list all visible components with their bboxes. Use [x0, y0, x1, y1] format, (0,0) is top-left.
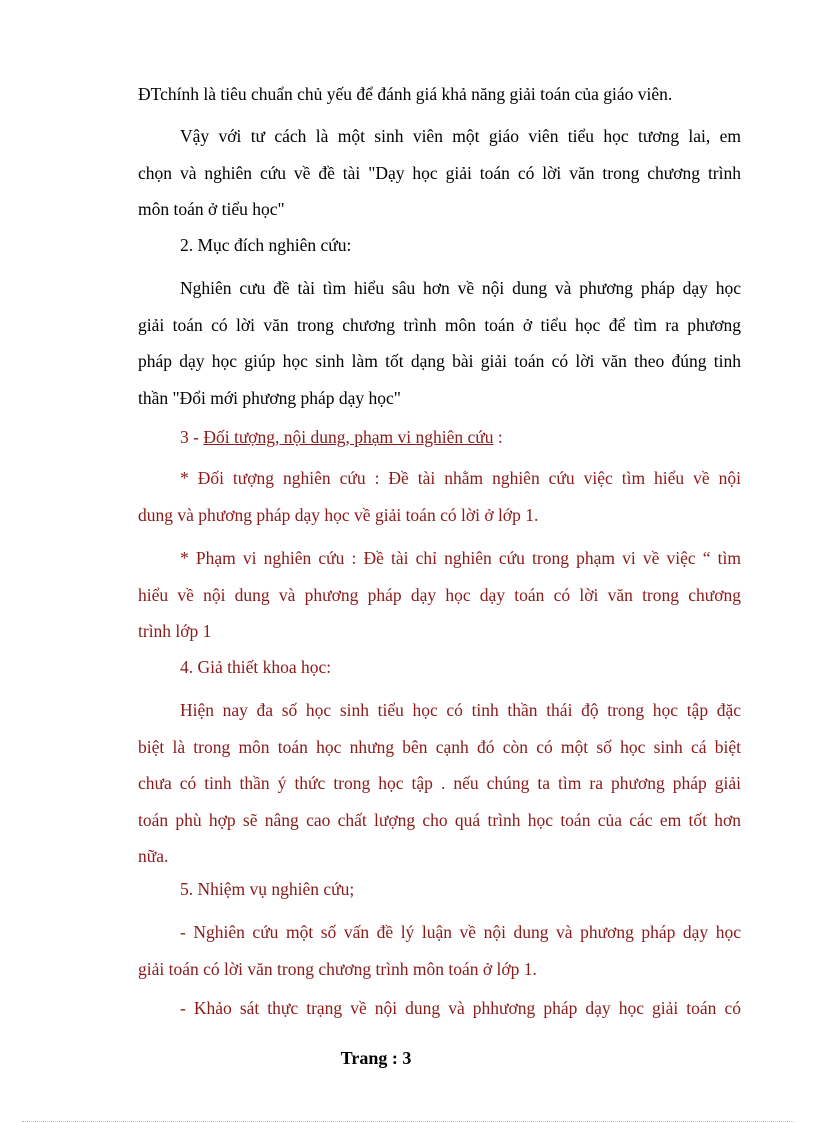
text-line: nữa. [138, 846, 169, 866]
text-line: môn toán ở tiểu học" [138, 199, 285, 219]
paragraph-hypothesis [138, 692, 741, 875]
heading-research-tasks: 5. Nhiệm vụ nghiên cứu; [180, 879, 355, 899]
paragraph-topic-choice [138, 118, 741, 228]
paragraph-task-theory [138, 914, 741, 987]
text-line: Nghiên cưu đề tài tìm hiểu sâu hơn về nội dung và phương pháp dạy học [180, 278, 741, 298]
text-line: * Phạm vi nghiên cứu : Đề tài chỉ nghiên cứu trong phạm vi về việc “ tìm [180, 548, 741, 568]
heading-prefix: 3 - [180, 427, 204, 447]
text-line: * Đối tượng nghiên cứu : Đề tài nhằm nghiên cứu việc tìm hiểu về nội [180, 468, 741, 488]
text-line: hiểu về nội dung và phương pháp dạy học dạy toán có lời văn trong chương [138, 584, 741, 605]
text-line: chọn và nghiên cứu về đề tài "Dạy học giải toán có lời văn trong chương trình [138, 162, 741, 183]
heading-research-scope [180, 422, 503, 452]
heading-hypothesis: 4. Giả thiết khoa học: [180, 657, 332, 677]
paragraph-research-range [138, 540, 741, 650]
heading-underlined-text: Đối tượng, nội dung, phạm vi nghiên cứu [203, 427, 494, 447]
text-line: Hiện nay đa số học sinh tiểu học có tinh thần thái độ trong học tập đặc [180, 700, 741, 720]
heading-research-purpose: 2. Mục đích nghiên cứu: [180, 235, 352, 255]
text-line: biệt là trong môn toán học nhưng bên cạnh đó còn có một số học sinh cá biệt [138, 736, 741, 757]
text-line: thần "Đổi mới phương pháp dạy học" [138, 387, 401, 408]
text-line: toán phù hợp sẽ nâng cao chất lượng cho quá trình học toán của các em tốt hơn [138, 809, 741, 830]
text-line: Vậy với tư cách là một sinh viên một giáo viên tiểu học tương lai, em [180, 126, 741, 146]
page-number-footer: Trang : 3 [340, 1048, 412, 1068]
paragraph-research-purpose [138, 270, 741, 416]
text-line: giải toán có lời văn trong chương trình môn toán ở tiểu học để tìm ra phương [138, 314, 741, 335]
text-line: pháp dạy học giúp học sinh làm tốt dạng bài giải toán có lời văn theo đúng tinh [138, 351, 741, 371]
text-line: chưa có tinh thần ý thức trong học tập . nếu chúng ta tìm ra phương pháp giải [138, 773, 741, 793]
page-bottom-divider [22, 1121, 794, 1122]
text-line: trình lớp 1 [138, 621, 212, 641]
paragraph-intro-end [138, 76, 741, 113]
paragraph-research-object [138, 460, 741, 533]
paragraph-task-survey [138, 990, 741, 1027]
heading-suffix: : [493, 427, 503, 447]
text-line: ĐTchính là tiêu chuẩn chủ yếu để đánh giá khả năng giải toán của giáo viên. [138, 84, 673, 104]
text-line: giải toán có lời văn trong chương trình môn toán ở lớp 1. [138, 958, 537, 979]
text-line: - Nghiên cứu một số vấn đề lý luận về nội dung và phương pháp dạy học [180, 922, 741, 942]
text-line: dung và phương pháp dạy học về giải toán có lời ở lớp 1. [138, 504, 539, 525]
text-line: - Khảo sát thực trạng về nội dung và phhương pháp dạy học giải toán có [180, 998, 741, 1018]
